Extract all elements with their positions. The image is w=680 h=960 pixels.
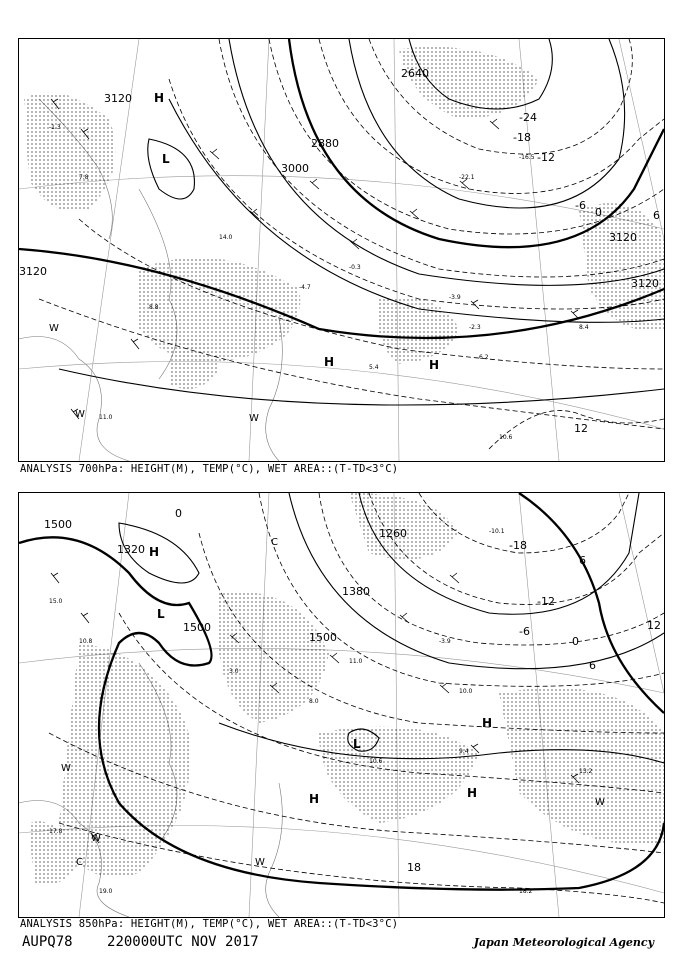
height-label: 1320 [117, 543, 145, 556]
warm-center: W [595, 797, 605, 808]
map-700hpa-svg [19, 39, 664, 461]
map-panel-700hpa [18, 38, 665, 462]
cold-center: C [271, 537, 278, 548]
height-labels [19, 67, 659, 290]
height-label: 1500 [44, 518, 72, 531]
high-center: H [309, 792, 320, 806]
temp-label: 12 [647, 619, 661, 632]
temp-label: -6 [575, 199, 586, 212]
temp-label: 6 [653, 209, 660, 222]
high-center: H [429, 358, 440, 372]
station-plots [49, 124, 589, 441]
isotherms [39, 39, 664, 449]
temp-label: 18 [407, 861, 421, 874]
height-label: 1500 [183, 621, 211, 634]
warm-center: W [75, 409, 85, 420]
height-label: 2640 [401, 67, 429, 80]
height-label: 3120 [19, 265, 47, 278]
svg-text:-10.1: -10.1 [489, 528, 505, 535]
svg-text:11.0: 11.0 [349, 658, 363, 665]
svg-text:-0.3: -0.3 [349, 264, 361, 271]
height-label: 3000 [281, 162, 309, 175]
svg-text:10.6: 10.6 [369, 758, 383, 765]
svg-text:-16.5: -16.5 [519, 154, 535, 161]
low-center: L [162, 152, 170, 166]
height-label: 1500 [309, 631, 337, 644]
temp-label: -18 [509, 539, 527, 552]
temp-label: 12 [574, 422, 588, 435]
cold-center: C [76, 857, 83, 868]
svg-text:-4.7: -4.7 [299, 284, 311, 291]
svg-text:-22.1: -22.1 [459, 174, 475, 181]
caption-850hpa: ANALYSIS 850hPa: HEIGHT(M), TEMP(°C), WET AREA::(T-TD<3°C) [20, 918, 399, 930]
temp-label: 6 [589, 659, 596, 672]
svg-text:9.4: 9.4 [459, 748, 469, 755]
height-label: 1380 [342, 585, 370, 598]
temp-label: -12 [537, 595, 555, 608]
warm-center: W [249, 413, 259, 424]
warm-center: W [61, 763, 71, 774]
warm-center: W [91, 833, 101, 844]
svg-text:11.0: 11.0 [99, 414, 113, 421]
height-label: 3120 [609, 231, 637, 244]
temp-label: 6 [579, 554, 586, 567]
svg-text:15.0: 15.0 [49, 598, 63, 605]
temp-label: 0 [175, 507, 182, 520]
product-code: AUPQ78 [22, 934, 73, 950]
height-label: 3120 [631, 277, 659, 290]
svg-text:-3.9: -3.9 [449, 294, 461, 301]
svg-text:10.6: 10.6 [499, 434, 513, 441]
map-850hpa-svg [19, 493, 664, 917]
chart-footer [22, 934, 285, 950]
svg-text:10.8: 10.8 [79, 638, 93, 645]
high-center: H [149, 545, 160, 559]
temp-label: -6 [519, 625, 530, 638]
high-center: H [467, 786, 478, 800]
temp-label: -24 [519, 111, 537, 124]
warm-center: W [255, 857, 265, 868]
svg-text:18.2: 18.2 [519, 888, 533, 895]
height-label: 1260 [379, 527, 407, 540]
height-label: 3120 [104, 92, 132, 105]
svg-text:19.0: 19.0 [99, 888, 113, 895]
svg-text:5.4: 5.4 [369, 364, 379, 371]
svg-text:14.0: 14.0 [219, 234, 233, 241]
svg-text:-1.3: -1.3 [49, 124, 61, 131]
low-center: L [353, 737, 361, 751]
svg-text:13.2: 13.2 [579, 768, 593, 775]
high-center: H [324, 355, 335, 369]
agency-credit: Japan Meteorological Agency [473, 936, 654, 949]
svg-text:10.0: 10.0 [459, 688, 473, 695]
svg-text:6.2: 6.2 [479, 354, 489, 361]
svg-text:3.0: 3.0 [229, 668, 239, 675]
svg-text:8.0: 8.0 [309, 698, 319, 705]
caption-700hpa: ANALYSIS 700hPa: HEIGHT(M), TEMP(°C), WET AREA::(T-TD<3°C) [20, 463, 399, 475]
map-panel-850hpa [18, 492, 665, 918]
analysis-timestamp: 220000UTC NOV 2017 [107, 934, 259, 950]
height-label: 2880 [311, 137, 339, 150]
svg-text:8.8: 8.8 [149, 304, 159, 311]
high-center: H [482, 716, 493, 730]
temp-label: -18 [513, 131, 531, 144]
svg-text:17.8: 17.8 [49, 828, 63, 835]
svg-text:8.4: 8.4 [579, 324, 589, 331]
temp-label: 0 [595, 206, 602, 219]
temp-label: -12 [537, 151, 555, 164]
svg-text:-2.3: -2.3 [469, 324, 481, 331]
high-center: H [154, 91, 165, 105]
low-center: L [157, 607, 165, 621]
temp-label: 0 [572, 635, 579, 648]
warm-center: W [49, 323, 59, 334]
svg-text:-3.9: -3.9 [439, 638, 451, 645]
svg-text:7.8: 7.8 [79, 174, 89, 181]
